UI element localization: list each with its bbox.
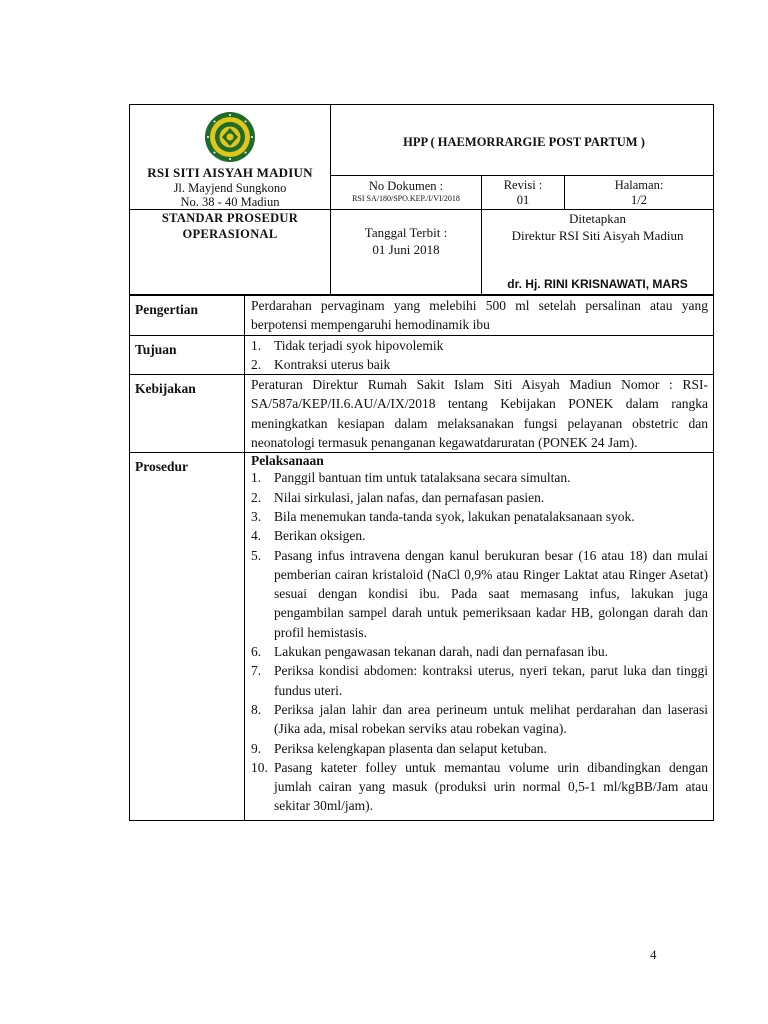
approval-label: Ditetapkan bbox=[568, 211, 627, 226]
issue-date-value: 01 Juni 2018 bbox=[372, 242, 440, 257]
list-item: 4. Berikan oksigen. bbox=[251, 528, 366, 544]
issue-date-label: Tanggal Terbit : bbox=[364, 225, 448, 240]
signatory-name: dr. Hj. RINI KRISNAWATI, MARS bbox=[507, 277, 688, 291]
sop-header-table bbox=[129, 104, 714, 295]
doc-number-cell bbox=[331, 176, 482, 210]
list-item: 2. Nilai sirkulasi, jalan nafas, dan pernafasan pasien. bbox=[251, 489, 545, 505]
revision-cell bbox=[482, 176, 565, 210]
list-prosedur bbox=[245, 453, 714, 820]
issue-date-cell bbox=[331, 210, 482, 295]
list-item: 6. Lakukan pengawasan tekanan darah, nadi dan pernafasan ibu. bbox=[251, 644, 608, 660]
list-item: 7. Periksa kondisi abdomen: kontraksi uterus, nyeri tekan, parut luka dan tinggi fundus uteri. bbox=[251, 663, 708, 698]
document-title: HPP ( HAEMORRARGIE POST PARTUM ) bbox=[331, 105, 714, 176]
institution-name: RSI SITI AISYAH MADIUN bbox=[147, 165, 313, 180]
page-info-cell bbox=[565, 176, 714, 210]
page-info-label: Halaman: bbox=[614, 178, 664, 193]
institution-cell bbox=[130, 105, 331, 210]
approval-by: Direktur RSI Siti Aisyah Madiun bbox=[511, 228, 684, 243]
row-tujuan bbox=[130, 335, 714, 375]
revision-label: Revisi : bbox=[503, 178, 543, 193]
row-pengertian bbox=[130, 296, 714, 336]
row-prosedur bbox=[130, 453, 714, 820]
list-item: 3. Bila menemukan tanda-tanda syok, lakukan penatalaksanaan syok. bbox=[251, 508, 635, 524]
label-kebijakan: Kebijakan bbox=[130, 375, 245, 453]
text-kebijakan: Peraturan Direktur Rumah Sakit Islam Siti Aisyah Madiun Nomor : RSI-SA/587a/KEP/II.6.AU/A/IX/2018 tentang Kebijakan PONEK dalam rangka meningkatkan kesiapan dalam melaksanakan fungsi pelayanan obstetric dan neonatologi termasuk penanganan kegawatdaruratan (PONEK 24 Jam). bbox=[245, 375, 714, 453]
hospital-logo bbox=[130, 105, 330, 163]
sop-title-cell bbox=[130, 210, 331, 295]
list-item: 9. Periksa kelengkapan plasenta dan selaput ketuban. bbox=[251, 740, 547, 756]
approval-cell bbox=[482, 210, 714, 295]
list-item: 8. Periksa jalan lahir dan area perineum untuk melihat perdarahan dan laserasi (Jika ada, misal robekan serviks atau robekan vagina). bbox=[251, 701, 708, 737]
list-item: 10. Pasang kateter folley untuk memantau volume urin dibandingkan dengan jumlah cairan yang masuk (produksi urin normal 0,5-1 ml/kgBB/Jam atau sekitar 30ml/jam). bbox=[251, 759, 708, 814]
page-info-value: 1/2 bbox=[631, 193, 647, 208]
sop-document bbox=[129, 104, 713, 821]
label-pengertian: Pengertian bbox=[130, 296, 245, 336]
page-number: 4 bbox=[650, 947, 657, 962]
list-item: 5. Pasang infus intravena dengan kanul berukuran besar (16 atau 18) dan mulai pemberian cairan kristaloid (NaCl 0,9% atau Ringer Laktat atau Ringer Asetat) sesuai dengan kondisi ibu. Pada saat memasang infus, lakukan juga pengambilan sampel darah untuk pemeriksaan kadar HB, golongan darah dan profil hemistasis. bbox=[251, 547, 708, 640]
sop-title-line2: OPERASIONAL bbox=[182, 227, 278, 241]
sop-title-line1: STANDAR PROSEDUR bbox=[161, 211, 299, 225]
doc-number-label: No Dokumen : bbox=[368, 179, 444, 194]
institution-address-line2: No. 38 - 40 Madiun bbox=[180, 195, 280, 209]
row-kebijakan bbox=[130, 375, 714, 453]
label-tujuan: Tujuan bbox=[130, 335, 245, 375]
hospital-logo-icon bbox=[204, 111, 256, 163]
list-item: 1. Tidak terjadi syok hipovolemik bbox=[251, 337, 444, 353]
list-tujuan bbox=[245, 335, 714, 375]
doc-number-value: RSI SA/180/SPO.KEP./I/VI/2018 bbox=[352, 194, 460, 204]
institution-address-line1: Jl. Mayjend Sungkono bbox=[173, 181, 287, 195]
list-item: 2. Kontraksi uterus baik bbox=[251, 356, 391, 372]
prosedur-subheading: Pelaksanaan bbox=[251, 453, 324, 469]
revision-value: 01 bbox=[516, 193, 530, 208]
sop-body-table bbox=[129, 295, 714, 821]
text-pengertian: Perdarahan pervaginam yang melebihi 500 ml setelah persalinan atau yang berpotensi mempengaruhi hemodinamik ibu bbox=[245, 296, 714, 336]
label-prosedur: Prosedur bbox=[130, 453, 245, 820]
list-item: 1. Panggil bantuan tim untuk tatalaksana secara simultan. bbox=[251, 470, 571, 486]
